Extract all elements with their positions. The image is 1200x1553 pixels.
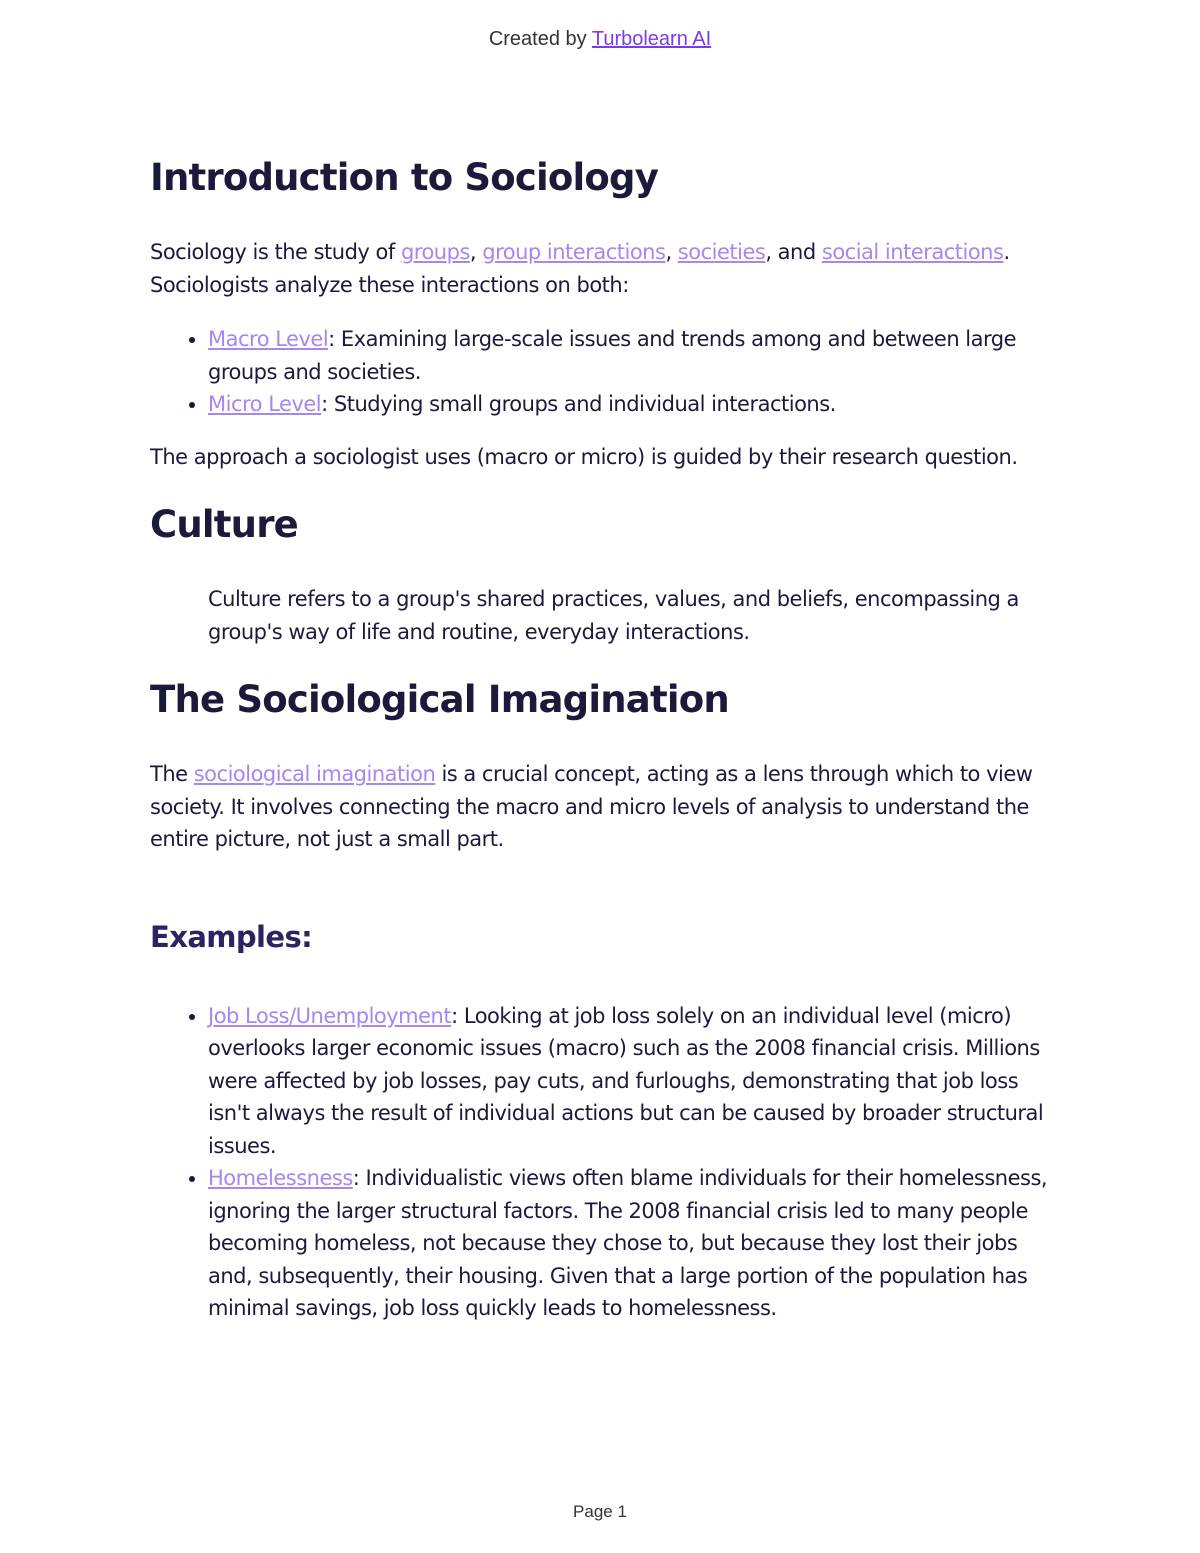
imag-text-2: is a crucial concept, acting as a lens through which to view society. It involves connecting the macro and micro levels of analysis to understand the entire picture, not just a small part.	[150, 762, 1033, 851]
levels-list	[150, 323, 1060, 421]
imagination-paragraph	[150, 758, 1060, 856]
term-macro-level: Macro Level	[208, 327, 329, 351]
page-header	[0, 28, 1200, 51]
term-societies: societies	[677, 240, 766, 264]
examples-list	[150, 1000, 1060, 1325]
intro-paragraph	[150, 236, 1060, 301]
turbolearn-link[interactable]: Turbolearn AI	[591, 28, 712, 50]
term-job-loss: Job Loss/Unemployment	[208, 1003, 452, 1028]
approach-paragraph: The approach a sociologist uses (macro or micro) is guided by their research question.	[150, 444, 1018, 469]
term-social-interactions: social interactions	[821, 240, 1004, 264]
term-micro-level: Micro Level	[208, 392, 322, 416]
list-item-homelessness	[208, 1162, 1060, 1325]
term-sociological-imagination: sociological imagination	[193, 762, 436, 786]
intro-title: Introduction to Sociology	[150, 156, 659, 199]
job-loss-desc: : Looking at job loss solely on an individual level (micro) overlooks larger economic issues (macro) such as the 2008 financial crisis. Millions were affected by job losses, pay cuts, and furloughs, demonstrating that job loss isn't always the result of individual actions but can be caused by broader structural issues.	[208, 1003, 1044, 1158]
homelessness-desc: : Individualistic views often blame individuals for their homelessness, ignoring the larger structural factors. The 2008 financial crisis led to many people becoming homeless, not because they chose to, but because they lost their jobs and, subsequently, their housing. Given that a large portion of the population has minimal savings, job loss quickly leads to homelessness.	[208, 1166, 1048, 1320]
intro-text-5: . Sociologists analyze these interactions on both:	[150, 240, 1010, 297]
header-prefix: Created by	[488, 28, 587, 50]
intro-text-2: ,	[469, 240, 483, 264]
document-body	[150, 150, 1060, 1325]
list-item-job-loss	[208, 1000, 1060, 1163]
macro-desc: : Examining large-scale issues and trends among and between large groups and societies.	[208, 327, 1017, 384]
term-group-interactions: group interactions	[482, 240, 666, 264]
intro-text-3: ,	[665, 240, 678, 264]
list-item-micro	[208, 388, 1060, 421]
culture-title: Culture	[150, 503, 298, 546]
micro-desc: : Studying small groups and individual interactions.	[321, 392, 836, 416]
term-homelessness: Homelessness	[208, 1166, 353, 1190]
term-groups: groups	[400, 240, 470, 264]
culture-definition: Culture refers to a group's shared practices, values, and beliefs, encompassing a group's way of life and routine, everyday interactions.	[208, 587, 1019, 644]
intro-text-4: , and	[765, 240, 822, 264]
examples-heading: Examples:	[150, 919, 313, 954]
imagination-title: The Sociological Imagination	[150, 678, 729, 721]
intro-text-1: Sociology is the study of	[150, 240, 401, 264]
page-number: Page 1	[573, 1502, 627, 1521]
imag-text-1: The	[150, 762, 194, 786]
list-item-macro	[208, 323, 1060, 388]
